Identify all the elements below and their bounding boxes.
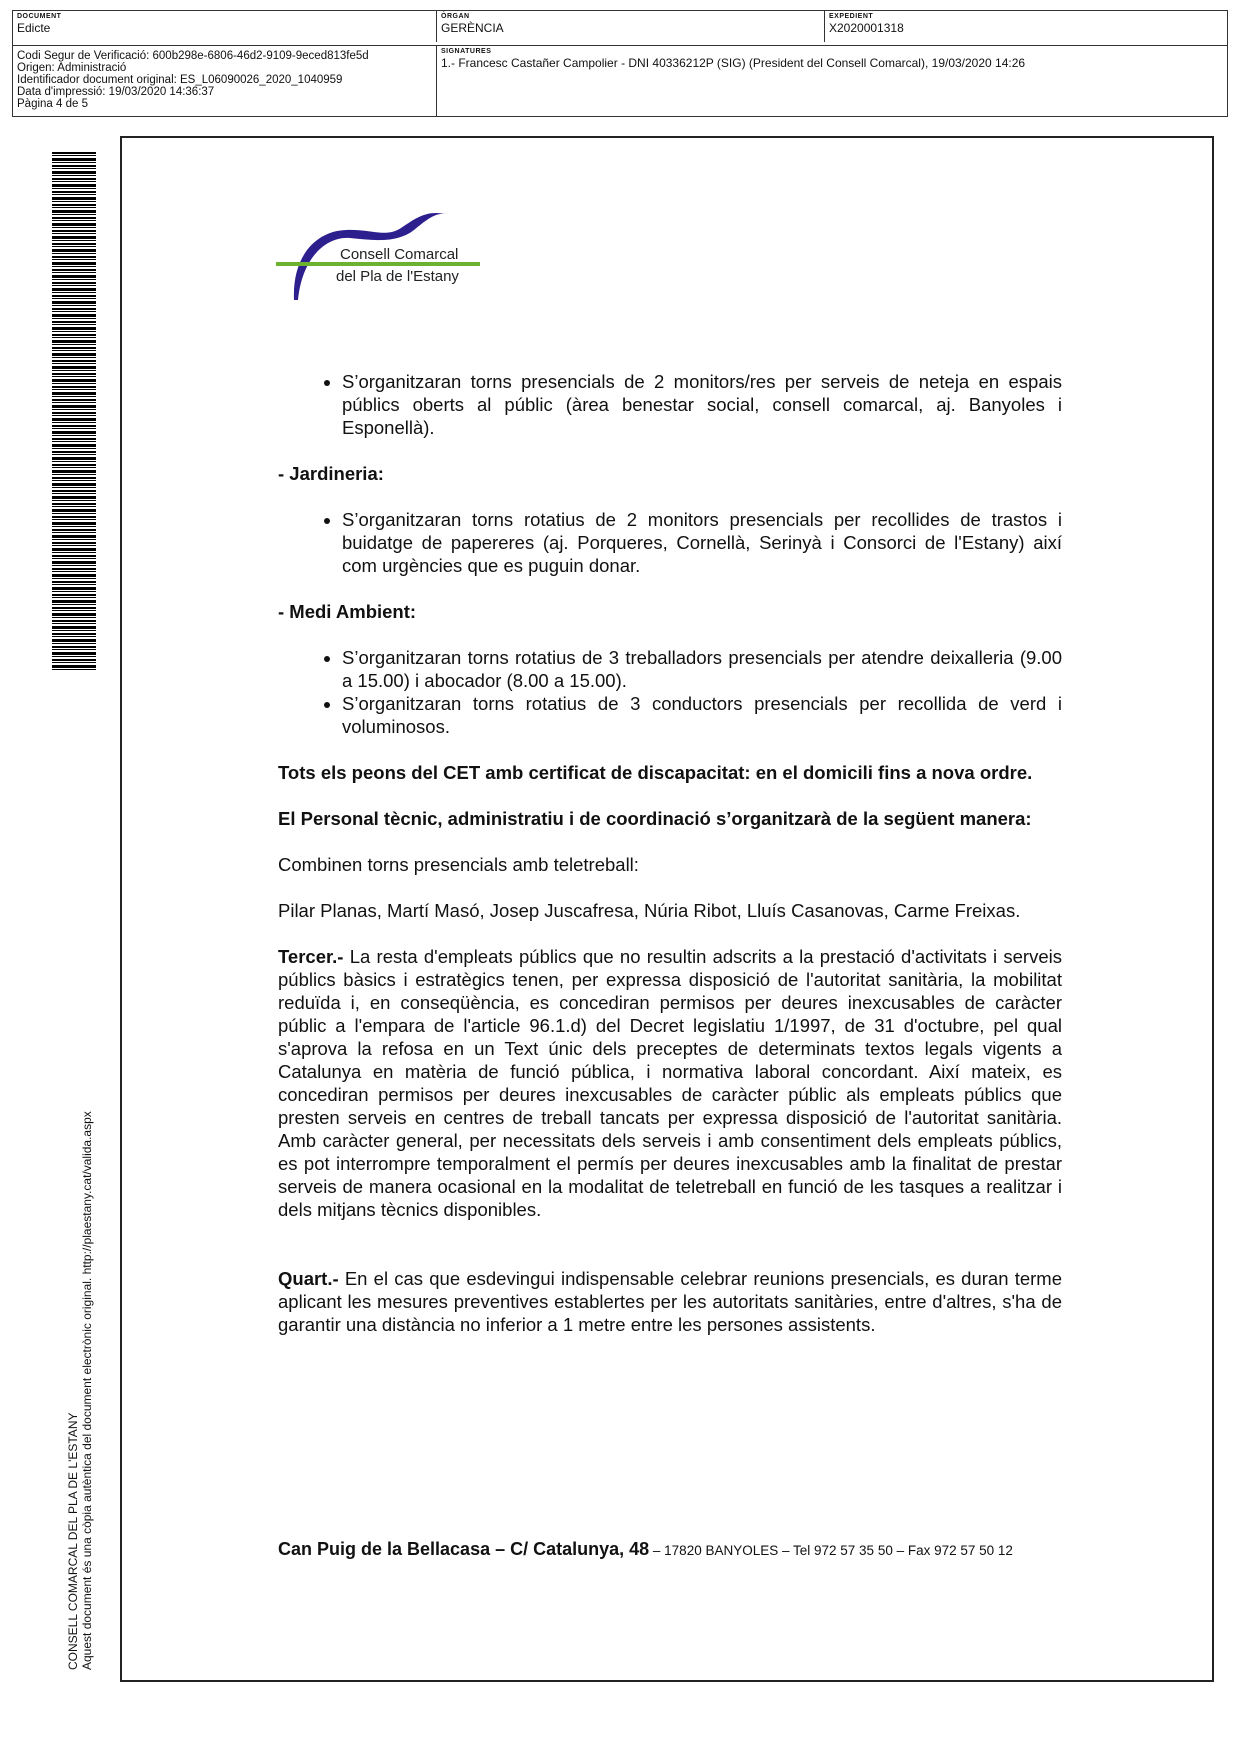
expedient-cell <box>825 11 1227 42</box>
expedient-label: EXPEDIENT <box>829 13 874 20</box>
medi-ambient-heading: - Medi Ambient: <box>278 601 417 622</box>
document-header <box>12 10 1228 117</box>
intro-bullet-list <box>278 370 1062 439</box>
csv-code: Codi Segur de Verificació: 600b298e-6806-46d2-9109-9eced813fe5d <box>17 50 369 62</box>
signatures-value: 1.- Francesc Castañer Campolier - DNI 40336212P (SIG) (President del Consell Comarcal), 19/03/2020 14:26 <box>441 56 1026 70</box>
header-row-top <box>13 11 1227 42</box>
signatures-cell <box>437 46 1227 116</box>
list-item: • S’organitzaran torns rotatius de 3 conductors presencials per recollida de verd i voluminosos. <box>342 692 1062 738</box>
footer-address-bold: Can Puig de la Bellacasa – C/ Catalunya, 48 <box>278 1539 650 1559</box>
tercer-paragraph <box>278 945 1062 1221</box>
medi-ambient-list <box>278 646 1062 738</box>
tercer-text: La resta d'empleats públics que no resultin adscrits a la prestació d'activitats i serveis públics bàsics i estratègics tenen, per expressa disposició de l'autoritat sanitària, la mobilitat reduïda i, en conseqüència, es concediran permisos per deures inexcusables de caràcter públic a l'empara de l'article 96.1.d) del Decret legislatiu 1/1997, de 31 d'octubre, pel qual s'aprova la refosa en un Text únic dels preceptes de determinats textos legals vigents a Catalunya en matèria de funció pública, i normativa laboral concordant. Així mateix, es concediran permisos per deures inexcusables de caràcter públic als empleats públics que presten serveis en centres de treball tancats per expressa disposició de l'autoritat sanitària. Amb caràcter general, per necessitats dels serveis i amb consentiment dels empleats públics, es pot interrompre temporalment el permís per deures inexcusables amb la finalitat de prestar serveis de manera ocasional en la modalitat de teletreball en funció de les tasques a realitzar i dels mitjans tècnics disponibles. <box>278 946 1062 1220</box>
list-item: • S’organitzaran torns rotatius de 3 treballadors presencials per atendre deixalleria (9.00 a 15.00) i abocador (8.00 a 15.00). <box>342 646 1062 692</box>
quart-text: En el cas que esdevingui indispensable celebrar reunions presencials, es duran terme aplicant les mesures preventives establertes per les autoritats sanitàries, entre d'altres, s'ha de garantir una distància no inferior a 1 metre entre les persones assistents. <box>278 1268 1062 1335</box>
organ-value: GERÈNCIA <box>441 21 504 35</box>
jardineria-heading: - Jardineria: <box>278 463 384 484</box>
list-item: • S’organitzaran torns presencials de 2 monitors/res per serveis de neteja en espais públics oberts al públic (àrea benestar social, consell comarcal, aj. Banyoles i Esponellà). <box>342 370 1062 439</box>
combinen-paragraph: Combinen torns presencials amb teletreball: <box>278 854 639 875</box>
print-date-line: Data d'impressió: 19/03/2020 14:36:37 <box>17 86 215 98</box>
footer-address <box>278 1539 1013 1560</box>
quart-paragraph <box>278 1267 1062 1336</box>
logo-text-line2: del Pla de l'Estany <box>336 268 459 285</box>
jardineria-list <box>278 508 1062 577</box>
footer-contact: – 17820 BANYOLES – Tel 972 57 35 50 – Fax 972 57 50 12 <box>649 1543 1013 1558</box>
signatures-label: SIGNATURES <box>441 48 492 55</box>
peons-paragraph: Tots els peons del CET amb certificat de discapacitat: en el domicili fins a nova ordre. <box>278 762 1033 783</box>
names-paragraph: Pilar Planas, Martí Masó, Josep Juscafresa, Núria Ribot, Lluís Casanovas, Carme Freixas. <box>278 900 1021 921</box>
tercer-label: Tercer.- <box>278 946 344 967</box>
validation-text <box>66 1111 94 1670</box>
validation-line-2: Aquest document és una còpia autèntica del document electrònic original. http://plaestany.cat/valida.aspx <box>80 1111 94 1670</box>
organ-cell <box>437 11 825 42</box>
document-value: Edicte <box>17 21 51 35</box>
organ-label: ÒRGAN <box>441 13 470 20</box>
validation-line-1: CONSELL COMARCAL DEL PLA DE L'ESTANY <box>66 1412 80 1670</box>
logo-text-line1: Consell Comarcal <box>340 246 459 263</box>
list-item: • S’organitzaran torns rotatius de 2 monitors presencials per recollides de trastos i buidatge de papereres (aj. Porqueres, Cornellà, Serinyà i Consorci de l'Estany) així com urgències que es puguin donar. <box>342 508 1062 577</box>
personal-paragraph: El Personal tècnic, administratiu i de coordinació s’organitzarà de la següent manera: <box>278 808 1032 829</box>
expedient-value: X2020001318 <box>829 21 904 35</box>
original-id-line: Identificador document original: ES_L06090026_2020_1040959 <box>17 74 343 86</box>
header-row-bottom <box>13 45 1227 116</box>
origin-line: Origen: Administració <box>17 62 127 74</box>
page-frame <box>120 136 1214 1682</box>
quart-label: Quart.- <box>278 1268 339 1289</box>
barcode <box>52 152 96 672</box>
document-label: DOCUMENT <box>17 13 62 20</box>
page-number-line: Pàgina 4 de 5 <box>17 98 88 110</box>
document-cell <box>13 11 437 42</box>
verification-info <box>13 46 437 116</box>
letter-body <box>278 370 1062 1336</box>
